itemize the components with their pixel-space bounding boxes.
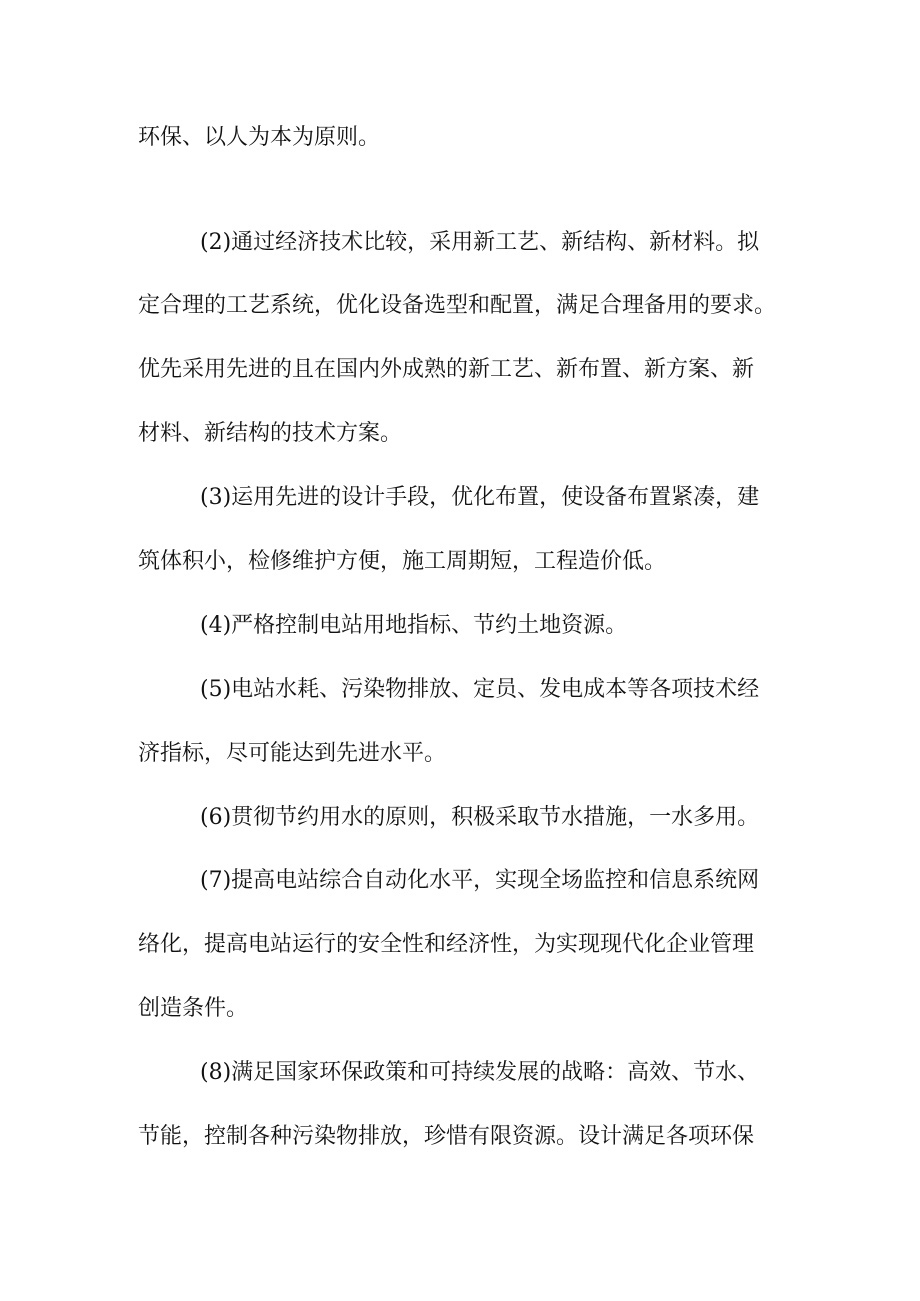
text-line: 优先采用先进的且在国内外成熟的新工艺、新布置、新方案、新 [138,357,755,382]
text-line: (5)电站水耗、污染物排放、定员、发电成本等各项技术经 [200,677,760,702]
text-line: 络化，提高电站运行的安全性和经济性，为实现现代化企业管理 [138,932,755,957]
text-line: (2)通过经济技术比较，采用新工艺、新结构、新材料。拟 [200,230,760,255]
text-line: 筑体积小，检修维护方便，施工周期短，工程造价低。 [138,549,667,574]
text-line: 节能，控制各种污染物排放，珍惜有限资源。设计满足各项环保 [138,1124,755,1149]
text-line: 材料、新结构的技术方案。 [138,421,403,446]
text-line: (7)提高电站综合自动化水平，实现全场监控和信息系统网 [200,868,760,893]
text-line: 创造条件。 [138,996,249,1021]
text-line: (4)严格控制电站用地指标、节约土地资源。 [200,613,628,638]
text-line: 环保、以人为本为原则。 [138,125,381,150]
text-line: (6)贯彻节约用水的原则，积极采取节水措施，一水多用。 [200,805,760,830]
text-line: 定合理的工艺系统，优化设备选型和配置，满足合理备用的要求。 [138,293,777,318]
text-line: (8)满足国家环保政策和可持续发展的战略：高效、节水、 [200,1060,760,1085]
text-line: 济指标，尽可能达到先进水平。 [138,741,447,766]
text-line: (3)运用先进的设计手段，优化布置，使设备布置紧凑，建 [200,485,760,510]
